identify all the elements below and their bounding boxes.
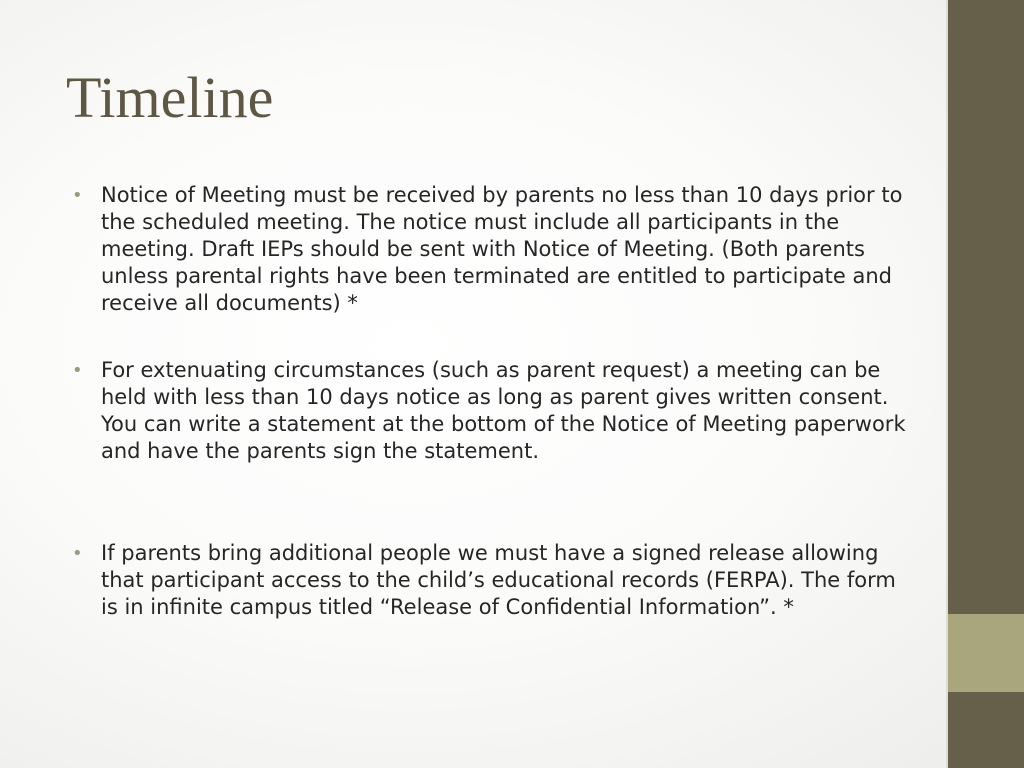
bullet-text: Notice of Meeting must be received by parents no less than 10 days prior to the scheduled meeting. The notice must include all participants in the meeting. Draft IEPs should be sent with Notice of Meeting. (Both parents unless parental rights have been terminated are entitled to participate and receive all documents) * bbox=[101, 183, 903, 315]
bullet-text: If parents bring additional people we must have a signed release allowing that participant access to the child’s educational records (FERPA). The form is in infinite campus titled “Release of Confidential Information”. * bbox=[101, 541, 896, 619]
bullet-item-extenuating-circumstances bbox=[72, 357, 912, 465]
bullet-list bbox=[72, 182, 912, 621]
bullet-item-notice-of-meeting bbox=[72, 182, 912, 317]
sidebar-accent-block bbox=[948, 614, 1024, 692]
slide-title: Timeline bbox=[66, 65, 274, 130]
bullet-marker: • bbox=[72, 360, 83, 381]
bullet-item-additional-people bbox=[72, 540, 912, 621]
bullet-marker: • bbox=[72, 543, 83, 564]
bullet-text: For extenuating circumstances (such as parent request) a meeting can be held with less than 10 days notice as long as parent gives written consent. You can write a statement at the bottom of the Notice of Meeting paperwork and have the parents sign the statement. bbox=[101, 358, 906, 463]
bullet-marker: • bbox=[72, 185, 83, 206]
